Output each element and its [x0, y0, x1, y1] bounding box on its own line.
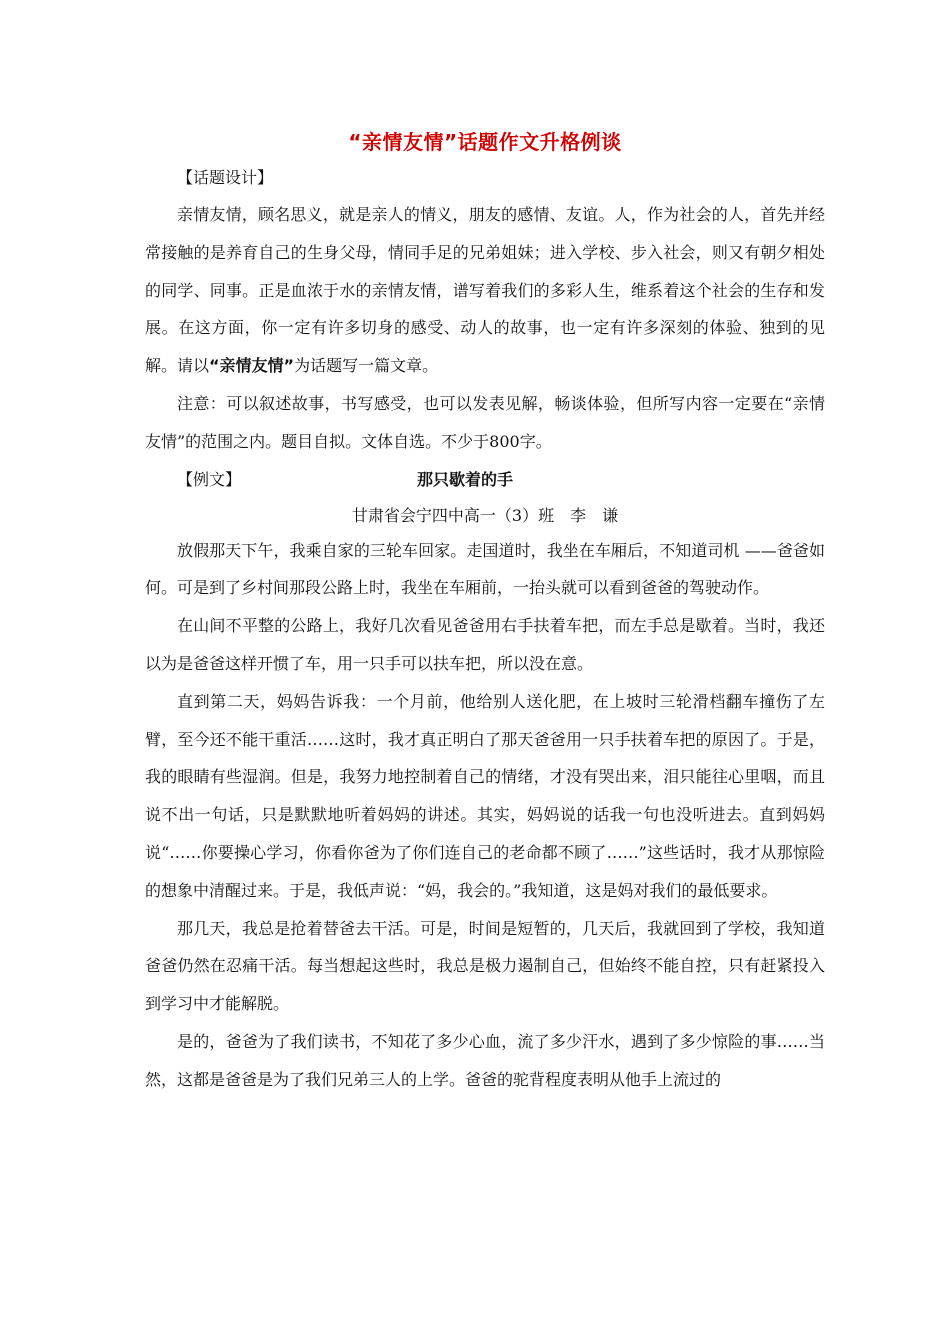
body-paragraph-1: 放假那天下午，我乘自家的三轮车回家。走国道时，我坐在车厢后，不知道司机 ——爸爸如何。可是到了乡村间那段公路上时，我坐在车厢前，一抬头就可以看到爸爸的驾驶动作。: [145, 540, 825, 598]
document-title: “亲情友情”话题作文升格例谈: [348, 130, 622, 154]
intro-paragraph: [145, 196, 825, 385]
intro-text-1: 亲情友情，顾名思义，就是亲人的情义，朋友的感情、友谊。人，作为社会的人，首先并经常接触的是养育自己的生身父母，情同手足的兄弟姐妹；进入学校、步入社会，则又有朝夕相处的同学、同事。正是血浓于水的亲情友情，谱写着我们的多彩人生，维系着这个社会的生存和发展。在这方面，你一定有许多切身的感受、动人的故事，也一定有许多深刻的体验、独到的见解。请以: [145, 205, 825, 376]
example-label: 【例文】: [177, 469, 242, 489]
body-paragraph-2: 在山间不平整的公路上，我好几次看见爸爸用右手扶着车把，而左手总是歇着。当时，我还以为是爸爸这样开惯了车，用一只手可以扶车把，所以没在意。: [145, 616, 825, 673]
intro-text-2: 为话题写一篇文章。: [294, 356, 439, 376]
author-byline: 甘肃省会宁四中高一（3）班 李 谦: [351, 505, 619, 525]
body-paragraph-3: 直到第二天，妈妈告诉我：一个月前，他给别人送化肥，在上坡时三轮滑档翻车撞伤了左臂，至今还不能干重活……这时，我才真正明白了那天爸爸用一只手扶着车把的原因了。于是，我的眼睛有些湿润。但是，我努力地控制着自己的情绪，才没有哭出来，泪只能往心里咽，而且说不出一句话，只是默默地听着妈妈的讲述。其实，妈妈说的话我一句也没听进去。直到妈妈说“……你要操心学习，你看你爸为了你们连自己的老命都不顾了……”这些话时，我才从那惊险的想象中清醒过来。于是，我低声说：“妈，我会的。”我知道，这是妈对我们的最低要求。: [145, 691, 825, 900]
body-paragraph-5: 是的，爸爸为了我们读书，不知花了多少心血，流了多少汗水，遇到了多少惊险的事……当然，这都是爸爸是为了我们兄弟三人的上学。爸爸的驼背程度表明从他手上流过的: [145, 1031, 825, 1089]
document-page: [145, 118, 825, 1099]
note-paragraph: 注意：可以叙述故事，书写感受，也可以发表见解，畅谈体验，但所写内容一定要在“亲情友情”的范围之内。题目自拟。文体自选。不少于800字。: [145, 393, 825, 451]
section-label-topic-design: 【话题设计】: [177, 168, 274, 187]
body-paragraph-4: 那几天，我总是抢着替爸去干活。可是，时间是短暂的，几天后，我就回到了学校，我知道爸爸仍然在忍痛干活。每当想起这些时，我总是极力遏制自己，但始终不能自控，只有赶紧投入到学习中才能解脱。: [145, 918, 825, 1014]
example-header: [177, 467, 825, 497]
example-title: 那只歇着的手: [417, 469, 514, 489]
intro-topic-bold: “亲情友情”: [209, 356, 295, 376]
